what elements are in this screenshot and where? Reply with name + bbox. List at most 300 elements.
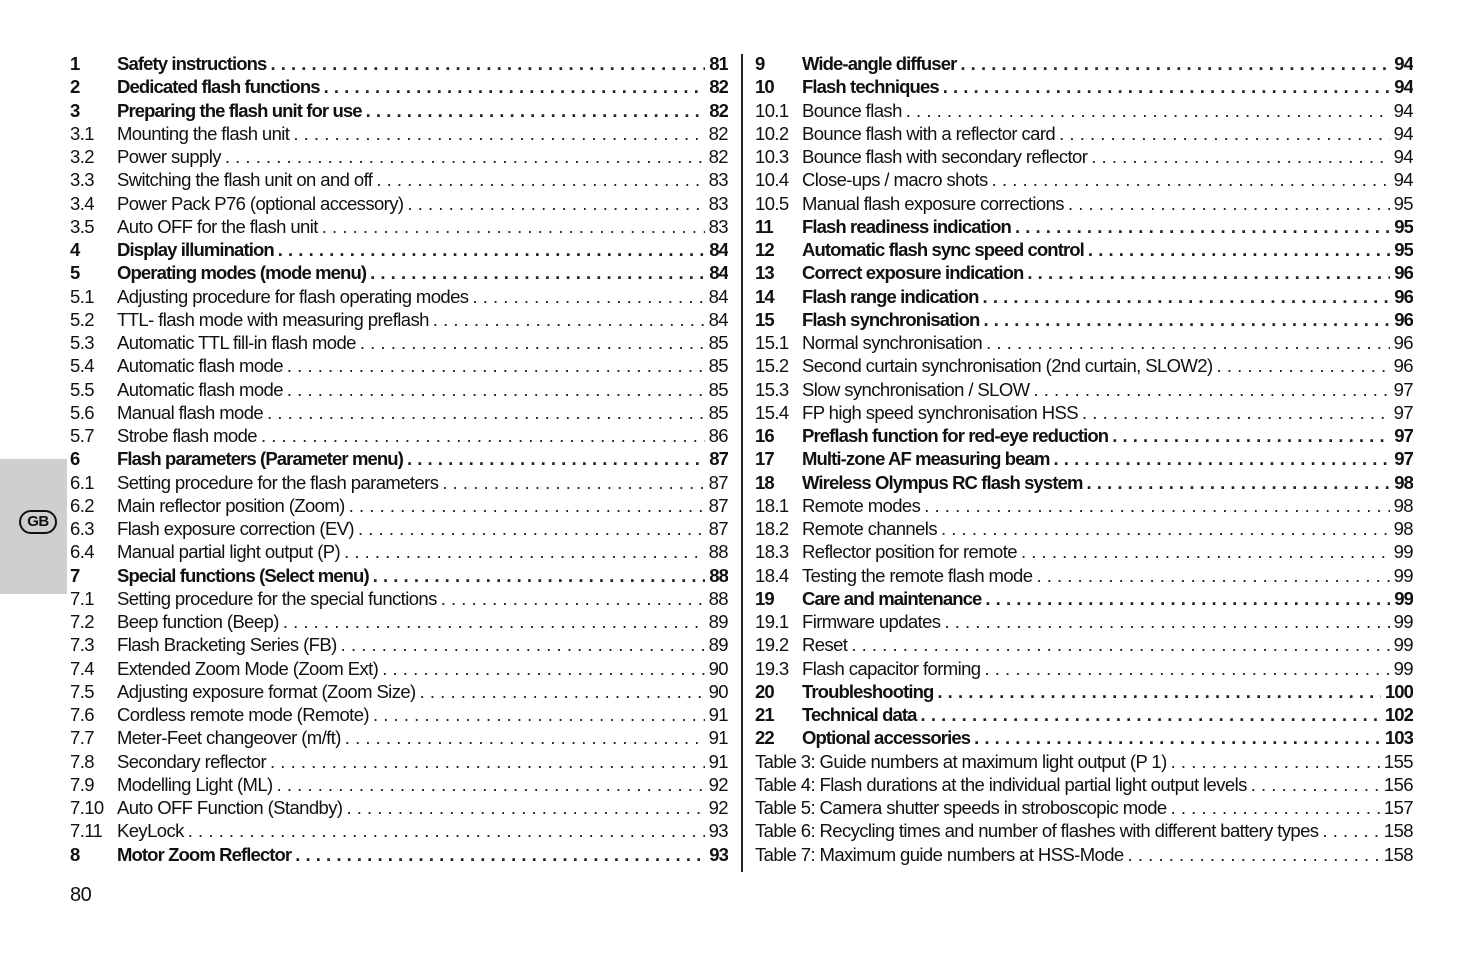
dot-leader — [346, 796, 704, 819]
toc-entry-number: 10.5 — [755, 192, 789, 214]
dot-leader — [382, 657, 704, 680]
toc-entry-page: 97 — [1393, 401, 1413, 423]
toc-entry-page: 88 — [709, 564, 728, 586]
toc-entry — [755, 308, 1413, 331]
toc-entry-page: 91 — [708, 704, 728, 725]
toc-left-column — [70, 52, 728, 866]
toc-entry-title: Reset — [802, 634, 848, 656]
toc-entry — [70, 703, 728, 726]
toc-entry-title: Manual flash mode — [117, 401, 264, 423]
toc-entry-number: 1 — [70, 53, 80, 74]
toc-entry — [70, 238, 728, 261]
toc-entry — [70, 726, 728, 749]
dot-leader — [270, 750, 705, 773]
dot-leader — [287, 354, 705, 377]
toc-entry-number: 5.5 — [70, 378, 94, 400]
toc-entry-page: 156 — [1383, 773, 1413, 795]
toc-entry-page: 87 — [708, 494, 728, 516]
toc-entry-title: Firmware updates — [802, 611, 941, 632]
dot-leader — [1068, 192, 1390, 215]
dot-leader — [188, 819, 705, 842]
dot-leader — [366, 99, 706, 122]
dot-leader — [974, 726, 1381, 749]
toc-entry-number: 15 — [755, 308, 774, 330]
toc-entry-page: 91 — [708, 727, 728, 749]
toc-entry — [70, 657, 728, 680]
toc-entry-number: 9 — [755, 53, 765, 74]
toc-entry-title: Flash range indication — [802, 285, 979, 307]
toc-entry-title: Table 7: Maximum guide numbers at HSS-Mode — [755, 843, 1124, 865]
toc-entry-title: Preparing the flash unit for use — [117, 99, 362, 121]
toc-entry-title: Adjusting exposure format (Zoom Size) — [117, 680, 416, 702]
dot-leader — [985, 587, 1390, 610]
toc-entry-page: 86 — [708, 425, 728, 446]
toc-entry-page: 155 — [1383, 750, 1413, 772]
toc-entry-page: 95 — [1394, 215, 1413, 237]
toc-entry-title: Flash parameters (Parameter menu) — [117, 448, 403, 470]
toc-entry — [70, 308, 728, 331]
toc-entry — [70, 331, 728, 354]
toc-entry-title: Manual flash exposure corrections — [802, 192, 1064, 214]
toc-entry-page: 85 — [708, 378, 728, 400]
toc-entry — [70, 633, 728, 656]
toc-entry-number: 11 — [755, 215, 773, 237]
toc-entry-title: Automatic flash mode — [117, 355, 283, 377]
toc-entry-page: 87 — [709, 448, 728, 470]
dot-leader — [267, 401, 704, 424]
toc-entry-page: 96 — [1393, 355, 1413, 377]
toc-entry-title: KeyLock — [117, 820, 184, 842]
toc-entry-number: 6.4 — [70, 541, 94, 563]
toc-entry-title: Setting procedure for the flash parameters — [117, 471, 439, 493]
toc-entry-number: 18.3 — [755, 541, 789, 563]
toc-entry — [755, 424, 1413, 447]
toc-entry-number: 18.4 — [755, 564, 789, 586]
toc-entry-page: 98 — [1394, 471, 1413, 493]
toc-entry-page: 99 — [1393, 541, 1413, 563]
dot-leader — [322, 215, 705, 238]
dot-leader — [1036, 564, 1389, 587]
toc-entry-page: 82 — [709, 76, 728, 98]
toc-entry-page: 94 — [1393, 146, 1413, 167]
toc-entry-page: 88 — [708, 541, 728, 563]
toc-entry-number: 8 — [70, 843, 80, 865]
toc-entry-title: Close-ups / macro shots — [802, 169, 988, 191]
toc-entry-title: Bounce flash — [802, 99, 902, 121]
toc-entry-title: Auto OFF Function (Standby) — [117, 797, 343, 818]
toc-entry-title: Extended Zoom Mode (Zoom Ext) — [117, 657, 379, 679]
toc-entry-number: 19.3 — [755, 657, 789, 679]
toc-entry-title: Table 6: Recycling times and number of flashes with different battery types — [755, 820, 1319, 842]
toc-entry — [755, 192, 1413, 215]
dot-leader — [1015, 215, 1390, 238]
toc-entry-page: 95 — [1393, 192, 1413, 214]
dot-leader — [1054, 447, 1391, 470]
toc-entry-number: 12 — [755, 239, 774, 260]
toc-entry-title: Display illumination — [117, 239, 274, 260]
toc-entry-title: Switching the flash unit on and off — [117, 169, 373, 191]
toc-entry — [70, 145, 728, 168]
toc-entry-title: Flash techniques — [802, 76, 939, 98]
toc-entry-page: 81 — [709, 53, 728, 74]
toc-entry-title: Technical data — [802, 704, 917, 725]
dot-leader — [1091, 145, 1389, 168]
toc-entry-number: 20 — [755, 680, 774, 702]
dot-leader — [341, 633, 705, 656]
toc-entry-page: 96 — [1394, 262, 1413, 284]
toc-entry — [755, 703, 1413, 726]
toc-entry-title: Slow synchronisation / SLOW — [802, 378, 1030, 400]
toc-entry — [755, 633, 1413, 656]
toc-entry-number: 5.2 — [70, 308, 94, 330]
toc-entry — [755, 447, 1413, 470]
toc-entry-page: 94 — [1393, 122, 1413, 144]
dot-leader — [1217, 354, 1390, 377]
toc-entry-title: Reflector position for remote — [802, 541, 1017, 563]
toc-entry-page: 83 — [708, 169, 728, 191]
toc-entry-page: 93 — [708, 820, 728, 842]
dot-leader — [937, 680, 1380, 703]
toc-entry-page: 98 — [1393, 518, 1413, 539]
toc-entry-title: Mounting the flash unit — [117, 122, 290, 144]
dot-leader — [943, 75, 1391, 98]
toc-entry-number: 4 — [70, 239, 80, 260]
dot-leader — [370, 261, 705, 284]
dot-leader — [442, 471, 704, 494]
toc-entry-page: 99 — [1393, 634, 1413, 656]
toc-entry-title: Manual partial light output (P) — [117, 541, 341, 563]
toc-entry-title: Correct exposure indication — [802, 262, 1024, 284]
toc-entry — [70, 447, 728, 470]
dot-leader — [1059, 122, 1389, 145]
toc-entry-title: Special functions (Select menu) — [117, 564, 369, 586]
dot-leader — [941, 517, 1390, 540]
toc-entry — [755, 657, 1413, 680]
toc-entry-number: 5 — [70, 262, 80, 284]
toc-entry-page: 95 — [1394, 239, 1413, 260]
toc-entry-title: Table 5: Camera shutter speeds in stroboscopic mode — [755, 797, 1167, 818]
toc-entry — [70, 494, 728, 517]
toc-entry — [70, 564, 728, 587]
toc-entry — [70, 168, 728, 191]
toc-entry-title: Table 3: Guide numbers at maximum light output (P 1) — [755, 750, 1167, 772]
toc-entry-page: 82 — [709, 99, 728, 121]
dot-leader — [293, 122, 704, 145]
toc-entry-number: 16 — [755, 425, 774, 446]
toc-entry-page: 94 — [1394, 53, 1413, 74]
toc-entry-number: 7.9 — [70, 773, 94, 795]
toc-entry — [755, 331, 1413, 354]
toc-entry-title: Remote modes — [802, 494, 921, 516]
toc-entry-title: Remote channels — [802, 518, 937, 539]
toc-entry — [70, 471, 728, 494]
toc-entry-title: Wide-angle diffuser — [802, 53, 957, 74]
toc-entry-number: 18.1 — [755, 494, 789, 516]
toc-entry — [70, 378, 728, 401]
toc-entry — [70, 819, 728, 842]
dot-leader — [441, 587, 705, 610]
toc-entry-page: 84 — [708, 285, 728, 307]
toc-entry — [70, 261, 728, 284]
toc-entry-number: 7.8 — [70, 750, 94, 772]
toc-entry — [70, 773, 728, 796]
toc-entry-page: 82 — [708, 146, 728, 167]
dot-leader — [1322, 819, 1380, 842]
toc-entry-number: 5.4 — [70, 355, 94, 377]
toc-entry — [755, 494, 1413, 517]
toc-entry-number: 10 — [755, 76, 774, 98]
dot-leader — [1171, 796, 1380, 819]
toc-entry — [70, 401, 728, 424]
toc-entry-number: 21 — [755, 704, 774, 725]
toc-entry-page: 97 — [1394, 425, 1413, 446]
toc-entry-title: Care and maintenance — [802, 587, 982, 609]
toc-entry-page: 97 — [1394, 448, 1413, 470]
toc-entry-page: 99 — [1393, 611, 1413, 632]
toc-entry-title: Power supply — [117, 146, 221, 167]
toc-entry-number: 15.4 — [755, 401, 789, 423]
toc-entry-number: 6 — [70, 448, 80, 470]
toc-entry-number: 15.3 — [755, 378, 789, 400]
toc-entry-page: 103 — [1384, 727, 1413, 749]
toc-entry-page: 88 — [708, 587, 728, 609]
toc-entry — [70, 517, 728, 540]
toc-entry-page: 94 — [1394, 76, 1413, 98]
toc-entry — [755, 750, 1413, 773]
toc-entry — [70, 122, 728, 145]
toc-entry-number: 15.1 — [755, 332, 789, 353]
toc-entry — [70, 285, 728, 308]
toc-entry-title: Wireless Olympus RC flash system — [802, 471, 1083, 493]
dot-leader — [1082, 401, 1390, 424]
dot-leader — [944, 610, 1389, 633]
toc-entry-number: 7.1 — [70, 587, 94, 609]
dot-leader — [960, 52, 1390, 75]
toc-entry — [755, 796, 1413, 819]
dot-leader — [1033, 378, 1389, 401]
toc-entry — [70, 587, 728, 610]
toc-entry — [70, 354, 728, 377]
dot-leader — [344, 540, 705, 563]
toc-entry-page: 91 — [708, 750, 728, 772]
toc-entry — [70, 52, 728, 75]
toc-entry-title: Table 4: Flash durations at the individual partial light output levels — [755, 773, 1247, 795]
toc-entry — [755, 471, 1413, 494]
toc-entry — [755, 819, 1413, 842]
dot-leader — [349, 494, 705, 517]
dot-leader — [261, 424, 705, 447]
toc-entry-page: 158 — [1383, 820, 1413, 842]
toc-entry-number: 7 — [70, 564, 80, 586]
dot-leader — [924, 494, 1389, 517]
dot-leader — [1251, 773, 1380, 796]
toc-entry-number: 6.1 — [70, 471, 94, 493]
dot-leader — [906, 99, 1390, 122]
toc-entry-page: 102 — [1384, 704, 1413, 725]
toc-entry-number: 10.4 — [755, 169, 789, 191]
toc-entry-title: Second curtain synchronisation (2nd curtain, SLOW2) — [802, 355, 1213, 377]
toc-entry-number: 7.10 — [70, 797, 104, 818]
toc-entry-number: 13 — [755, 262, 774, 284]
toc-entry-title: Safety instructions — [117, 53, 267, 74]
toc-entry-page: 85 — [708, 401, 728, 423]
toc-entry-title: Dedicated flash functions — [117, 76, 320, 98]
dot-leader — [986, 331, 1390, 354]
dot-leader — [270, 52, 705, 75]
toc-entry — [70, 610, 728, 633]
toc-entry-title: Flash readiness indication — [802, 215, 1011, 237]
toc-entry-page: 158 — [1383, 843, 1413, 865]
toc-entry — [755, 680, 1413, 703]
toc-entry-page: 100 — [1384, 680, 1413, 702]
toc-entry-number: 14 — [755, 285, 774, 307]
toc-entry — [70, 424, 728, 447]
toc-entry-number: 7.6 — [70, 704, 94, 725]
dot-leader — [373, 564, 706, 587]
toc-entry-page: 84 — [709, 239, 728, 260]
toc-entry-number: 17 — [755, 448, 774, 470]
toc-entry — [70, 680, 728, 703]
toc-entry-title: Secondary reflector — [117, 750, 267, 772]
toc-entry-page: 94 — [1393, 99, 1413, 121]
language-badge: GB — [19, 510, 57, 534]
toc-entry — [755, 517, 1413, 540]
toc-entry-number: 10.1 — [755, 99, 789, 121]
toc-entry-number: 15.2 — [755, 355, 789, 377]
toc-entry-title: Normal synchronisation — [802, 332, 983, 353]
toc-entry-number: 3.2 — [70, 146, 94, 167]
toc-entry — [755, 540, 1413, 563]
toc-entry — [755, 378, 1413, 401]
toc-entry-page: 99 — [1393, 657, 1413, 679]
toc-entry-title: Modelling Light (ML) — [117, 773, 273, 795]
toc-entry-page: 82 — [708, 122, 728, 144]
dot-leader — [358, 517, 705, 540]
toc-entry-number: 6.3 — [70, 518, 94, 539]
dot-leader — [992, 168, 1390, 191]
toc-entry — [70, 540, 728, 563]
toc-entry-number: 3.3 — [70, 169, 94, 191]
dot-leader — [1027, 261, 1390, 284]
dot-leader — [433, 308, 705, 331]
column-divider — [741, 54, 743, 872]
toc-entry — [755, 215, 1413, 238]
toc-entry-page: 90 — [708, 680, 728, 702]
dot-leader — [324, 75, 706, 98]
toc-entry — [755, 285, 1413, 308]
toc-entry-title: Automatic flash sync speed control — [802, 239, 1084, 260]
toc-entry-number: 5.3 — [70, 332, 94, 353]
toc-entry-title: Strobe flash mode — [117, 425, 257, 446]
toc-entry — [70, 192, 728, 215]
toc-entry-number: 6.2 — [70, 494, 94, 516]
toc-entry-title: Main reflector position (Zoom) — [117, 494, 345, 516]
toc-entry — [755, 354, 1413, 377]
dot-leader — [345, 726, 705, 749]
toc-entry — [755, 773, 1413, 796]
dot-leader — [984, 657, 1389, 680]
toc-entry — [755, 145, 1413, 168]
dot-leader — [1171, 750, 1380, 773]
toc-entry-title: Troubleshooting — [802, 680, 934, 702]
toc-entry-title: Beep function (Beep) — [117, 611, 279, 632]
dot-leader — [225, 145, 705, 168]
toc-entry-number: 18.2 — [755, 518, 789, 539]
dot-leader — [921, 703, 1381, 726]
toc-entry-number: 19.2 — [755, 634, 789, 656]
toc-entry-page: 97 — [1393, 378, 1413, 400]
toc-entry-number: 3 — [70, 99, 80, 121]
dot-leader — [472, 285, 704, 308]
toc-entry-number: 7.3 — [70, 634, 94, 656]
toc-entry-page: 83 — [708, 215, 728, 237]
toc-entry-title: Meter-Feet changeover (m/ft) — [117, 727, 341, 749]
toc-entry-page: 157 — [1383, 797, 1413, 818]
toc-entry-page: 87 — [708, 518, 728, 539]
toc-entry-page: 92 — [708, 797, 728, 818]
toc-entry — [755, 168, 1413, 191]
dot-leader — [295, 843, 705, 866]
toc-entry-title: Flash exposure correction (EV) — [117, 518, 354, 539]
dot-leader — [1112, 424, 1390, 447]
toc-entry-title: Multi-zone AF measuring beam — [802, 448, 1050, 470]
toc-entry-page: 94 — [1393, 169, 1413, 191]
toc-entry-title: Preflash function for red-eye reduction — [802, 425, 1109, 446]
dot-leader — [983, 308, 1390, 331]
dot-leader — [407, 447, 705, 470]
toc-entry — [70, 796, 728, 819]
toc-entry-page: 85 — [708, 332, 728, 353]
toc-entry-number: 5.1 — [70, 285, 94, 307]
toc-entry-title: Flash capacitor forming — [802, 657, 981, 679]
toc-entry-page: 90 — [708, 657, 728, 679]
toc-entry-number: 22 — [755, 727, 774, 749]
toc-entry — [755, 726, 1413, 749]
toc-entry-page: 89 — [708, 611, 728, 632]
toc-entry-title: FP high speed synchronisation HSS — [802, 401, 1079, 423]
toc-entry-title: Motor Zoom Reflector — [117, 843, 292, 865]
toc-entry-title: TTL- flash mode with measuring preflash — [117, 308, 429, 330]
toc-entry-number: 2 — [70, 76, 80, 98]
toc-entry — [755, 75, 1413, 98]
dot-leader — [1087, 471, 1391, 494]
dot-leader — [1128, 843, 1380, 866]
toc-entry-number: 7.4 — [70, 657, 94, 679]
toc-entry — [70, 843, 728, 866]
toc-entry-number: 10.3 — [755, 146, 789, 167]
dot-leader — [376, 168, 704, 191]
toc-entry-number: 10.2 — [755, 122, 789, 144]
dot-leader — [277, 773, 705, 796]
toc-entry-page: 93 — [709, 843, 728, 865]
dot-leader — [373, 703, 705, 726]
toc-entry-number: 3.1 — [70, 122, 94, 144]
toc-entry-title: Testing the remote flash mode — [802, 564, 1033, 586]
dot-leader — [1021, 540, 1390, 563]
toc-entry-page: 96 — [1394, 308, 1413, 330]
toc-entry-title: Bounce flash with secondary reflector — [802, 146, 1088, 167]
dot-leader — [420, 680, 705, 703]
toc-entry-title: Power Pack P76 (optional accessory) — [117, 192, 404, 214]
toc-entry — [755, 52, 1413, 75]
toc-entry-title: Bounce flash with a reflector card — [802, 122, 1056, 144]
toc-entry-page: 89 — [708, 634, 728, 656]
toc-entry-page: 84 — [709, 262, 728, 284]
toc-entry — [755, 99, 1413, 122]
toc-entry-number: 5.7 — [70, 425, 94, 446]
toc-entry — [70, 99, 728, 122]
toc-entry-number: 18 — [755, 471, 774, 493]
